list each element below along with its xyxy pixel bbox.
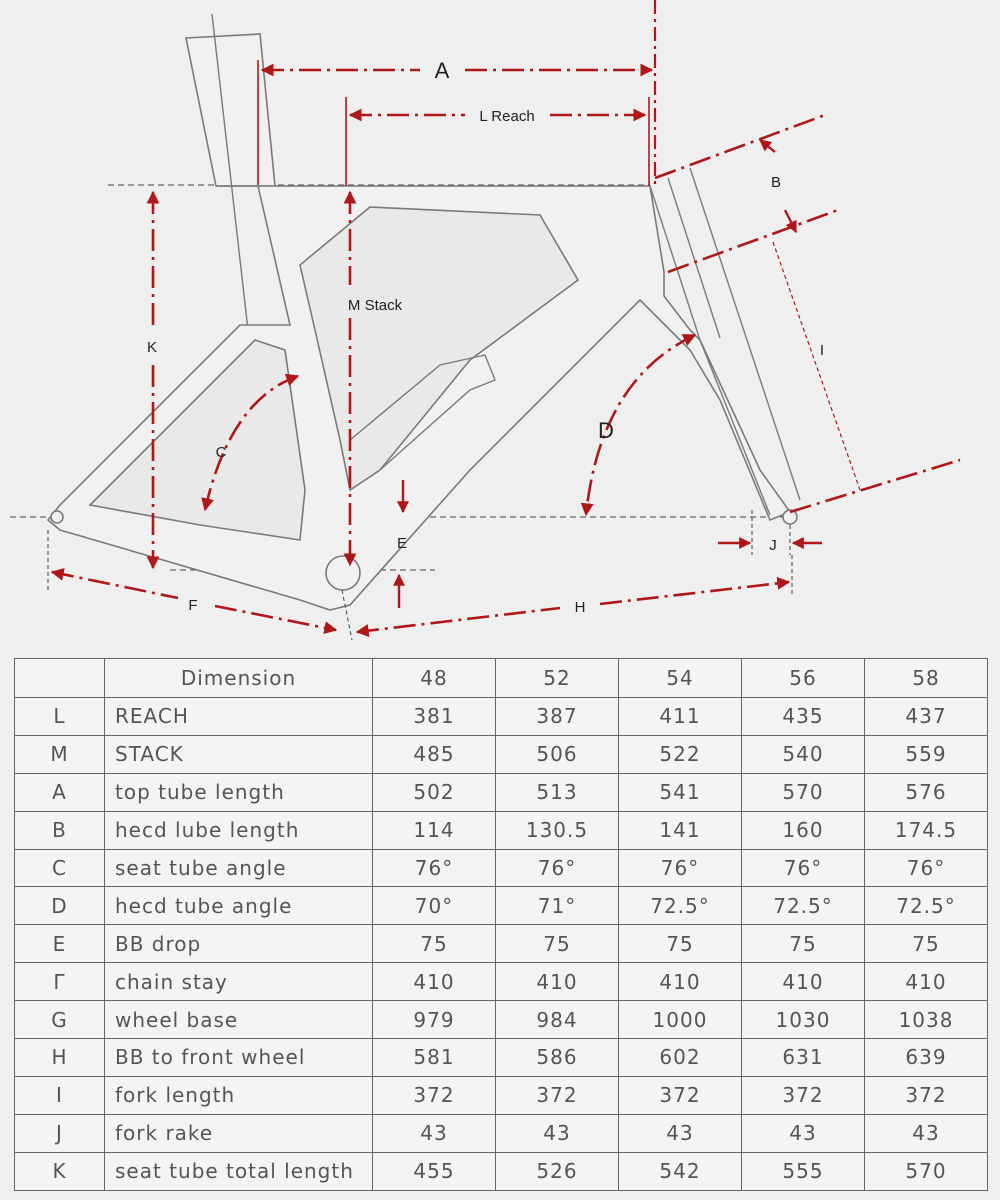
header-key: [15, 659, 105, 698]
b-bottom-line: [668, 210, 838, 272]
table-row: [15, 887, 988, 925]
row-value: 559: [865, 735, 988, 773]
row-dimension: wheel base: [105, 1001, 373, 1039]
header-size-52: 52: [496, 659, 619, 698]
row-value: 1038: [865, 1001, 988, 1039]
row-value: 540: [742, 735, 865, 773]
label-k: K: [146, 339, 158, 356]
row-value: 555: [742, 1152, 865, 1190]
front-dropout: [783, 510, 797, 524]
row-value: 455: [373, 1152, 496, 1190]
row-value: 506: [496, 735, 619, 773]
row-value: 70°: [373, 887, 496, 925]
dim-h-left: [357, 608, 560, 632]
row-value: 639: [865, 1039, 988, 1077]
row-key: C: [15, 849, 105, 887]
row-value: 602: [619, 1039, 742, 1077]
row-key: K: [15, 1152, 105, 1190]
row-key: M: [15, 735, 105, 773]
row-value: 410: [619, 963, 742, 1001]
row-value: 1030: [742, 1001, 865, 1039]
row-value: 570: [742, 773, 865, 811]
row-value: 72.5°: [619, 887, 742, 925]
row-value: 410: [373, 963, 496, 1001]
row-value: 522: [619, 735, 742, 773]
row-value: 372: [496, 1076, 619, 1114]
row-value: 43: [742, 1114, 865, 1152]
row-key: J: [15, 1114, 105, 1152]
label-c: C: [215, 444, 227, 461]
row-value: 631: [742, 1039, 865, 1077]
row-value: 581: [373, 1039, 496, 1077]
fork-edge-left: [700, 340, 770, 515]
label-j: J: [769, 537, 777, 554]
row-value: 372: [619, 1076, 742, 1114]
label-b: B: [770, 174, 782, 191]
row-value: 76°: [373, 849, 496, 887]
row-value: 387: [496, 698, 619, 736]
row-value: 76°: [742, 849, 865, 887]
row-value: 114: [373, 811, 496, 849]
row-value: 72.5°: [742, 887, 865, 925]
label-h: H: [574, 599, 586, 616]
table-row: [15, 849, 988, 887]
b-top-line: [655, 115, 825, 178]
row-value: 76°: [496, 849, 619, 887]
label-l-reach: L Reach: [479, 108, 535, 125]
row-value: 410: [865, 963, 988, 1001]
table-row: [15, 735, 988, 773]
row-value: 75: [742, 925, 865, 963]
row-value: 75: [373, 925, 496, 963]
table-row: [15, 698, 988, 736]
row-dimension: fork length: [105, 1076, 373, 1114]
bottom-bracket: [326, 556, 360, 590]
row-value: 435: [742, 698, 865, 736]
table-header-row: [15, 659, 988, 698]
header-dimension: Dimension: [105, 659, 373, 698]
row-value: 984: [496, 1001, 619, 1039]
label-m-stack: M Stack: [347, 297, 403, 314]
row-value: 72.5°: [865, 887, 988, 925]
row-dimension: top tube length: [105, 773, 373, 811]
dim-i: [773, 242, 860, 490]
row-dimension: hecd lube length: [105, 811, 373, 849]
row-value: 1000: [619, 1001, 742, 1039]
row-value: 160: [742, 811, 865, 849]
table-row: [15, 1076, 988, 1114]
row-value: 372: [373, 1076, 496, 1114]
row-dimension: seat tube total length: [105, 1152, 373, 1190]
label-a: A: [434, 58, 450, 83]
row-value: 437: [865, 698, 988, 736]
row-value: 485: [373, 735, 496, 773]
header-size-48: 48: [373, 659, 496, 698]
row-value: 411: [619, 698, 742, 736]
row-dimension: fork rake: [105, 1114, 373, 1152]
table-row: [15, 925, 988, 963]
row-dimension: chain stay: [105, 963, 373, 1001]
row-value: 542: [619, 1152, 742, 1190]
row-value: 576: [865, 773, 988, 811]
row-dimension: seat tube angle: [105, 849, 373, 887]
table-row: [15, 773, 988, 811]
dim-f-right: [215, 606, 336, 630]
row-value: 586: [496, 1039, 619, 1077]
row-key: D: [15, 887, 105, 925]
header-size-58: 58: [865, 659, 988, 698]
header-size-54: 54: [619, 659, 742, 698]
row-key: L: [15, 698, 105, 736]
row-value: 43: [373, 1114, 496, 1152]
row-value: 130.5: [496, 811, 619, 849]
row-key: Γ: [15, 963, 105, 1001]
rear-dropout: [51, 511, 63, 523]
table-row: [15, 811, 988, 849]
row-dimension: STACK: [105, 735, 373, 773]
table-row: [15, 1001, 988, 1039]
row-value: 979: [373, 1001, 496, 1039]
row-value: 76°: [865, 849, 988, 887]
row-value: 76°: [619, 849, 742, 887]
dim-f-left: [52, 572, 178, 598]
row-value: 410: [742, 963, 865, 1001]
row-key: H: [15, 1039, 105, 1077]
row-value: 502: [373, 773, 496, 811]
row-key: E: [15, 925, 105, 963]
row-key: A: [15, 773, 105, 811]
label-e: E: [396, 535, 408, 552]
row-value: 570: [865, 1152, 988, 1190]
row-dimension: BB drop: [105, 925, 373, 963]
row-value: 372: [742, 1076, 865, 1114]
table-row: [15, 1114, 988, 1152]
row-value: 381: [373, 698, 496, 736]
row-key: G: [15, 1001, 105, 1039]
b-arrow-top: [760, 140, 775, 152]
table-row: [15, 1152, 988, 1190]
row-dimension: hecd tube angle: [105, 887, 373, 925]
row-value: 43: [619, 1114, 742, 1152]
seat-post: [186, 34, 275, 186]
row-value: 541: [619, 773, 742, 811]
i-bottom-line: [790, 460, 960, 512]
row-key: I: [15, 1076, 105, 1114]
row-value: 141: [619, 811, 742, 849]
dim-h-right: [600, 582, 789, 604]
row-value: 75: [865, 925, 988, 963]
row-value: 174.5: [865, 811, 988, 849]
geometry-table: [14, 658, 988, 1191]
label-i: I: [819, 342, 825, 359]
row-value: 526: [496, 1152, 619, 1190]
row-value: 43: [496, 1114, 619, 1152]
table-row: [15, 1039, 988, 1077]
table-row: [15, 963, 988, 1001]
row-value: 43: [865, 1114, 988, 1152]
row-value: 75: [619, 925, 742, 963]
label-f: F: [188, 597, 198, 614]
row-key: B: [15, 811, 105, 849]
row-dimension: REACH: [105, 698, 373, 736]
row-value: 75: [496, 925, 619, 963]
row-dimension: BB to front wheel: [105, 1039, 373, 1077]
label-d: D: [598, 418, 614, 443]
row-value: 410: [496, 963, 619, 1001]
row-value: 513: [496, 773, 619, 811]
row-value: 71°: [496, 887, 619, 925]
header-size-56: 56: [742, 659, 865, 698]
row-value: 372: [865, 1076, 988, 1114]
